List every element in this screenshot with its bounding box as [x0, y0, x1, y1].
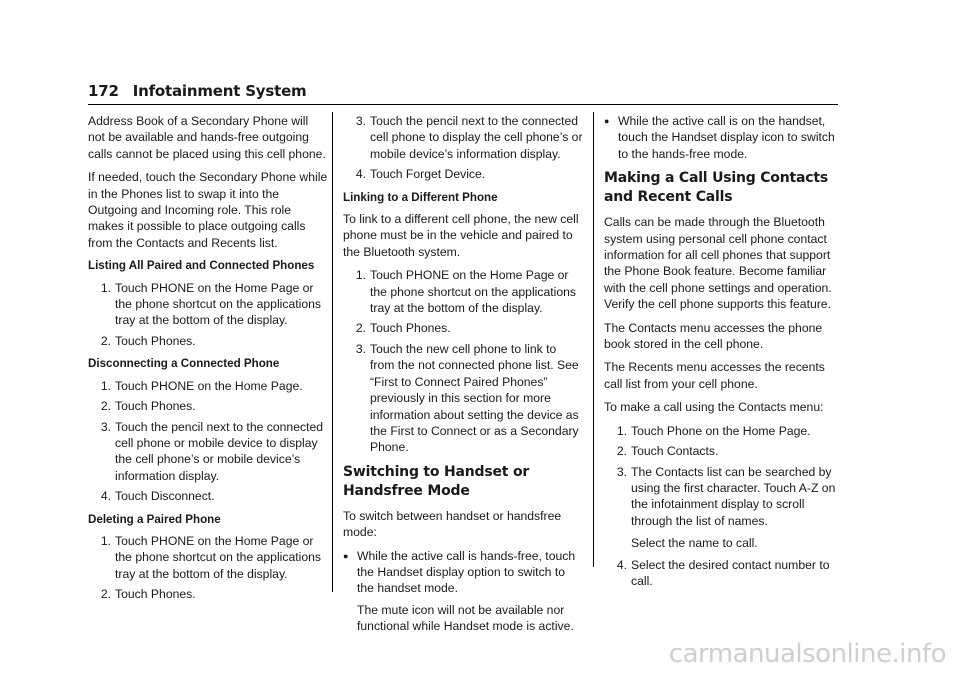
column-1 — [88, 113, 328, 610]
subheading-listing: Listing All Paired and Connected Phones — [88, 259, 315, 273]
column-divider — [332, 112, 333, 592]
bullet-item: ● While the active call is on the handset, touch the Handset display icon to switch to the hands-free mode. — [604, 113, 844, 162]
bullet-list — [343, 548, 583, 635]
subheading-disconnect: Disconnecting a Connected Phone — [88, 357, 280, 371]
note-text: The mute icon will not be available nor functional while Handset mode is active. — [357, 602, 574, 634]
step-item: 1. Touch Phone on the Home Page. — [616, 423, 811, 438]
paragraph: To make a call using the Contacts menu: — [604, 400, 824, 415]
paragraph: Calls can be made through the Bluetooth system using personal cell phone contact information for all cell phones that support the Phone Book feature. Become familiar with the cell phone settings and operation. Verify the cell phone supports this feature. — [604, 215, 832, 312]
step-item: 2. Touch Phones. — [100, 399, 196, 414]
page-header — [88, 82, 306, 100]
step-continuation: Select the name to call. — [631, 536, 758, 551]
section-heading-making-call: Making a Call Using Contacts and Recent Calls — [604, 170, 828, 206]
step-list — [88, 280, 328, 350]
paragraph: To link to a different cell phone, the new cell phone must be in the vehicle and paired to the Bluetooth system. — [343, 212, 579, 259]
step-item: 4. Touch Disconnect. — [100, 489, 215, 504]
page-number: 172 — [88, 82, 119, 100]
step-item: 4. Touch Forget Device. — [355, 167, 486, 182]
step-item: 3. The Contacts list can be searched by using the first character. Touch A-Z on the infotainment display to scroll through the list of names. — [616, 464, 836, 528]
section-title: Infotainment System — [132, 82, 307, 100]
paragraph: Address Book of a Secondary Phone will not be available and hands-free outgoing calls cannot be placed using this cell phone. — [88, 114, 326, 161]
step-list — [343, 113, 583, 183]
column-2 — [343, 113, 583, 642]
column-3 — [604, 113, 844, 596]
section-heading-switching: Switching to Handset or Handsfree Mode — [343, 463, 530, 499]
step-item: 2. Touch Phones. — [100, 587, 196, 602]
step-item: 1. Touch PHONE on the Home Page or the phone shortcut on the applications tray at the bottom of the display. — [100, 280, 321, 328]
bullet-list — [604, 113, 844, 162]
paragraph: The Recents menu accesses the recents call list from your cell phone. — [604, 360, 825, 391]
step-item: 3. Touch the pencil next to the connected cell phone to display the cell phone’s or mobile device’s information display. — [355, 114, 583, 161]
step-item: 4. Select the desired contact number to call. — [616, 557, 830, 588]
column-divider — [593, 112, 594, 567]
bullet-item: ● While the active call is hands-free, touch the Handset display option to switch to the handset mode. The mute icon will not be available nor functional while Handset mode is active. — [343, 548, 583, 635]
step-item: 3. Touch the new cell phone to link to from the not connected phone list. See “First to Connect Paired Phones” previously in this section for more information about setting the device as the First to Connect or as a Secondary Phone. — [355, 341, 579, 455]
step-item: 1. Touch PHONE on the Home Page or the phone shortcut on the applications tray at the bottom of the display. — [100, 533, 321, 581]
subheading-linking: Linking to a Different Phone — [343, 190, 498, 204]
step-item: 2. Touch Contacts. — [616, 444, 719, 459]
step-item: 1. Touch PHONE on the Home Page or the phone shortcut on the applications tray at the bottom of the display. — [355, 268, 576, 316]
step-list — [88, 378, 328, 505]
step-item: 2. Touch Phones. — [100, 333, 196, 348]
step-list — [88, 533, 328, 603]
paragraph: To switch between handset or handsfree mode: — [343, 508, 562, 540]
paragraph: If needed, touch the Secondary Phone while in the Phones list to swap it into the Outgoing and Incoming role. This role makes it possible to place outgoing calls from the Contacts and Recents list. — [88, 170, 328, 250]
step-item: 3. Touch the pencil next to the connected cell phone or mobile device to display the cell phone’s or mobile device’s information display. — [100, 419, 324, 483]
step-list — [604, 423, 844, 529]
paragraph: The Contacts menu accesses the phone book stored in the cell phone. — [604, 320, 823, 352]
header-rule — [88, 104, 838, 105]
step-item: 1. Touch PHONE on the Home Page. — [100, 378, 303, 393]
step-item: 2. Touch Phones. — [355, 321, 451, 336]
step-list — [343, 267, 583, 455]
watermark: carmanualsonline.info — [668, 639, 946, 669]
step-list — [604, 557, 844, 590]
subheading-delete: Deleting a Paired Phone — [88, 512, 221, 526]
